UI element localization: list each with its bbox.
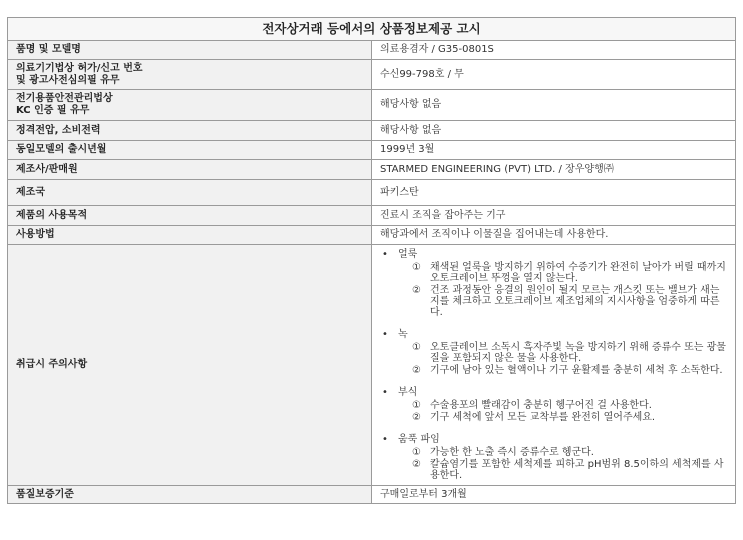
row-label: 사용방법 (8, 226, 372, 245)
table-row (8, 486, 736, 504)
list-item (382, 342, 727, 364)
section-heading: 녹 (398, 329, 408, 340)
care-section-stain (382, 249, 727, 318)
row-value: 해당사항 없음 (372, 121, 736, 141)
section-heading: 부식 (398, 387, 418, 398)
row-label: 의료기기법상 허가/신고 번호 및 광고사전심의필 유무 (8, 60, 372, 90)
item-number: ② (412, 459, 421, 470)
row-value: 해당과에서 조직이나 이물질을 집어내는데 사용한다. (372, 226, 736, 245)
bullet: • (382, 434, 388, 445)
table-row (8, 41, 736, 60)
list-item (382, 412, 727, 423)
row-value: 1999년 3월 (372, 141, 736, 160)
bullet: • (382, 329, 388, 340)
notice-title: 전자상거래 등에서의 상품정보제공 고시 (8, 18, 736, 41)
care-label: 취급시 주의사항 (8, 245, 372, 486)
section-heading: 움푹 파임 (398, 434, 440, 445)
title-row (8, 18, 736, 41)
row-label: 정격전압, 소비전력 (8, 121, 372, 141)
list-item (382, 459, 727, 481)
row-label: 제조사/판매원 (8, 160, 372, 180)
item-number: ① (412, 447, 421, 458)
table-row (8, 206, 736, 226)
table-row (8, 226, 736, 245)
item-number: ① (412, 400, 421, 411)
list-item (382, 400, 727, 411)
item-text: 칼슘염기를 포함한 세척제를 피하고 pH범위 8.5이하의 세척제를 사용한다. (430, 459, 724, 481)
item-number: ② (412, 365, 421, 376)
care-section-pitting (382, 434, 727, 481)
section-heading: 얼룩 (398, 249, 418, 260)
list-item (382, 365, 727, 376)
row-value: 해당사항 없음 (372, 90, 736, 121)
care-section-corrosion (382, 387, 727, 423)
bullet: • (382, 387, 388, 398)
row-label: 품질보증기준 (8, 486, 372, 504)
item-text: 기구 세척에 앞서 모든 교착부를 완전히 열어주세요. (430, 412, 656, 423)
row-value: 파키스탄 (372, 180, 736, 206)
row-value: 구매일로부터 3개월 (372, 486, 736, 504)
item-text: 가능한 한 노출 즉시 증류수로 헹군다. (430, 447, 594, 458)
row-value: 수신99-798호 / 무 (372, 60, 736, 90)
table-row (8, 90, 736, 121)
row-value: 의료용겸자 / G35-0801S (372, 41, 736, 60)
table-row (8, 60, 736, 90)
care-row (8, 245, 736, 486)
row-label: 동일모델의 출시년월 (8, 141, 372, 160)
row-label: 제조국 (8, 180, 372, 206)
list-item (382, 262, 727, 284)
item-text: 수술용포의 빨래감이 충분히 헹구어진 걸 사용한다. (430, 400, 652, 411)
row-label: 전기용품안전관리법상 KC 인증 필 유무 (8, 90, 372, 121)
item-number: ② (412, 412, 421, 423)
bullet: • (382, 249, 388, 260)
item-text: 채색된 얼룩을 방지하기 위하여 수증기가 완전히 날아가 버릴 때까지 오토크레이브 뚜껑을 열지 않는다. (430, 262, 726, 284)
table-row (8, 121, 736, 141)
item-number: ① (412, 262, 421, 273)
row-label: 품명 및 모델명 (8, 41, 372, 60)
item-number: ① (412, 342, 421, 353)
care-section-rust (382, 329, 727, 376)
row-value: STARMED ENGINEERING (PVT) LTD. / 장우양행㈜ (372, 160, 736, 180)
table-row (8, 180, 736, 206)
care-instructions (372, 245, 736, 486)
row-label: 제품의 사용목적 (8, 206, 372, 226)
item-number: ② (412, 285, 421, 296)
product-info-table (7, 17, 736, 504)
item-text: 기구에 남아 있는 혈액이나 기구 윤활제를 충분히 세척 후 소독한다. (430, 365, 723, 376)
item-text: 건조 과정동안 응결의 원인이 될지 모르는 개스킷 또는 밸브가 새는지를 체크하고 오토크레이브 제조업체의 지시사항을 엄중하게 따른다. (430, 285, 720, 318)
row-value: 진료시 조직을 잡아주는 기구 (372, 206, 736, 226)
product-info-notice (7, 17, 736, 504)
table-row (8, 160, 736, 180)
table-row (8, 141, 736, 160)
list-item (382, 447, 727, 458)
list-item (382, 285, 727, 318)
item-text: 오토클레이브 소독시 흑자주빛 녹을 방지하기 위해 증류수 또는 광물질을 포함되지 않은 물을 사용한다. (430, 342, 726, 364)
